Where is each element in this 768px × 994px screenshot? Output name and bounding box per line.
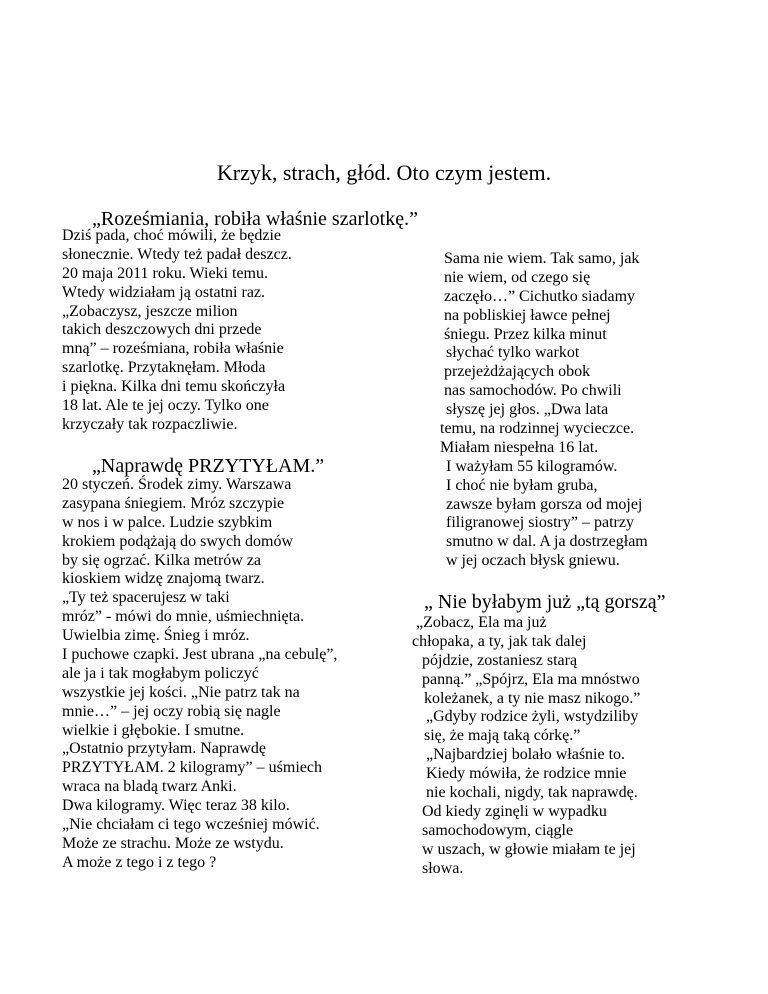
text-line: pójdzie, zostaniesz starą bbox=[422, 651, 578, 669]
paragraph-left-1 bbox=[62, 227, 292, 435]
text-line: zasypana śniegiem. Mróz szczypie bbox=[62, 494, 285, 512]
text-line: wszystkie jej kości. „Nie patrz tak na bbox=[62, 683, 300, 701]
text-line: w nos i w palce. Ludzie szybkim bbox=[62, 513, 273, 531]
text-line: smutno w dal. A ja dostrzegłam bbox=[446, 533, 648, 551]
text-line: panną.” „Spójrz, Ela ma mnóstwo bbox=[422, 670, 640, 688]
text-line: Uwielbia zimę. Śnieg i mróz. bbox=[62, 627, 250, 645]
text-line: w uszach, w głowie miałam te jej bbox=[422, 840, 636, 858]
text-line: słowa. bbox=[422, 859, 464, 877]
text-line: szarlotkę. Przytaknęłam. Młoda bbox=[62, 359, 266, 377]
text-line: Kiedy mówiła, że rodzice mnie bbox=[426, 765, 627, 783]
text-line: takich deszczowych dni przede bbox=[62, 321, 262, 339]
text-line: słychać tylko warkot bbox=[446, 344, 580, 362]
text-line: wraca na bladą twarz Anki. bbox=[62, 778, 237, 796]
section-heading-przytylam: „Naprawdę PRZYTYŁAM.” bbox=[92, 455, 325, 477]
text-line: „Najbardziej bolało właśnie to. bbox=[426, 746, 626, 764]
text-line: przejeżdżających obok bbox=[444, 363, 591, 381]
text-line: 20 styczeń. Środek zimy. Warszawa bbox=[62, 476, 292, 493]
text-line: Może ze strachu. Może ze wstydu. bbox=[62, 834, 284, 852]
text-line: I choć nie byłam gruba, bbox=[446, 476, 598, 494]
page-title: Krzyk, strach, głód. Oto czym jestem. bbox=[216, 160, 552, 185]
text-line: samochodowym, ciągle bbox=[422, 821, 574, 839]
text-line: nie wiem, od czego się bbox=[444, 268, 591, 286]
text-line: mróz” - mówi do mnie, uśmiechnięta. bbox=[62, 608, 305, 626]
text-line: krzyczały tak rozpaczliwie. bbox=[62, 415, 238, 433]
text-line: Wtedy widziałam ją ostatni raz. bbox=[62, 283, 266, 301]
text-line: koleżanek, a ty nie masz nikogo.” bbox=[424, 689, 641, 707]
text-line: mną” – roześmiana, robiła właśnie bbox=[62, 340, 284, 358]
text-line: „Nie chciałam ci tego wcześniej mówić. bbox=[62, 816, 320, 834]
paragraph-left-2 bbox=[62, 476, 337, 873]
text-line: temu, na rodzinnej wycieczce. bbox=[440, 420, 635, 438]
text-line: „Ostatnio przytyłam. Naprawdę bbox=[62, 740, 266, 758]
text-line: ale ja i tak mogłabym policzyć bbox=[62, 664, 259, 682]
paragraph-right-1 bbox=[440, 250, 648, 571]
text-line: krokiem podążają do swych domów bbox=[62, 532, 294, 550]
text-line: zawsze byłam gorsza od mojej bbox=[446, 495, 643, 513]
text-line: kioskiem widzę znajomą twarz. bbox=[62, 570, 265, 588]
text-line: wielkie i głębokie. I smutne. bbox=[62, 721, 245, 739]
text-line: I puchowe czapki. Jest ubrana „na cebulę”, bbox=[62, 646, 338, 664]
text-line: Sama nie wiem. Tak samo, jak bbox=[444, 250, 640, 267]
text-line: chłopaka, a ty, jak tak dalej bbox=[412, 632, 587, 650]
text-line: by się ogrzać. Kilka metrów za bbox=[62, 551, 262, 569]
text-line: 20 maja 2011 roku. Wieki temu. bbox=[62, 264, 268, 282]
text-line: Dziś pada, choć mówili, że będzie bbox=[62, 227, 282, 244]
text-line: zaczęło…” Cichutko siadamy bbox=[444, 287, 636, 305]
text-line: nie kochali, nigdy, tak naprawdę. bbox=[426, 784, 638, 802]
text-line: I ważyłam 55 kilogramów. bbox=[446, 457, 618, 475]
text-line: śniegu. Przez kilka minut bbox=[444, 325, 607, 343]
text-line: PRZYTYŁAM. 2 kilogramy” – uśmiech bbox=[62, 759, 322, 777]
text-line: i piękna. Kilka dni temu skończyła bbox=[62, 378, 286, 396]
text-line: w jej oczach błysk gniewu. bbox=[446, 552, 620, 570]
text-line: „Zobaczysz, jeszcze milion bbox=[62, 302, 238, 320]
section-heading-gorsza: „ Nie byłabym już „tą gorszą” bbox=[424, 591, 666, 613]
text-line: Miałam niespełna 16 lat. bbox=[440, 438, 599, 456]
text-line: 18 lat. Ale te jej oczy. Tylko one bbox=[62, 397, 269, 415]
text-line: słonecznie. Wtedy też padał deszcz. bbox=[62, 245, 292, 263]
text-line: na pobliskiej ławce pełnej bbox=[444, 306, 611, 324]
text-line: „Gdyby rodzice żyli, wstydziliby bbox=[426, 708, 639, 726]
text-line: filigranowej siostry” – patrzy bbox=[446, 514, 634, 532]
text-line: nas samochodów. Po chwili bbox=[444, 382, 622, 400]
text-line: A może z tego i z tego ? bbox=[62, 853, 217, 871]
text-line: „Zobacz, Ela ma już bbox=[416, 614, 547, 631]
text-line: „Ty też spacerujesz w taki bbox=[62, 589, 230, 607]
text-line: mnie…” – jej oczy robią się nagle bbox=[62, 702, 281, 720]
section-heading-szarlotka: „Roześmiania, robiła właśnie szarlotkę.” bbox=[92, 208, 418, 230]
text-line: się, że mają taką córkę.” bbox=[424, 727, 581, 745]
text-line: Od kiedy zginęli w wypadku bbox=[422, 802, 607, 820]
text-line: słyszę jej głos. „Dwa lata bbox=[446, 401, 609, 419]
paragraph-right-2 bbox=[412, 614, 641, 878]
text-line: Dwa kilogramy. Więc teraz 38 kilo. bbox=[62, 797, 290, 815]
